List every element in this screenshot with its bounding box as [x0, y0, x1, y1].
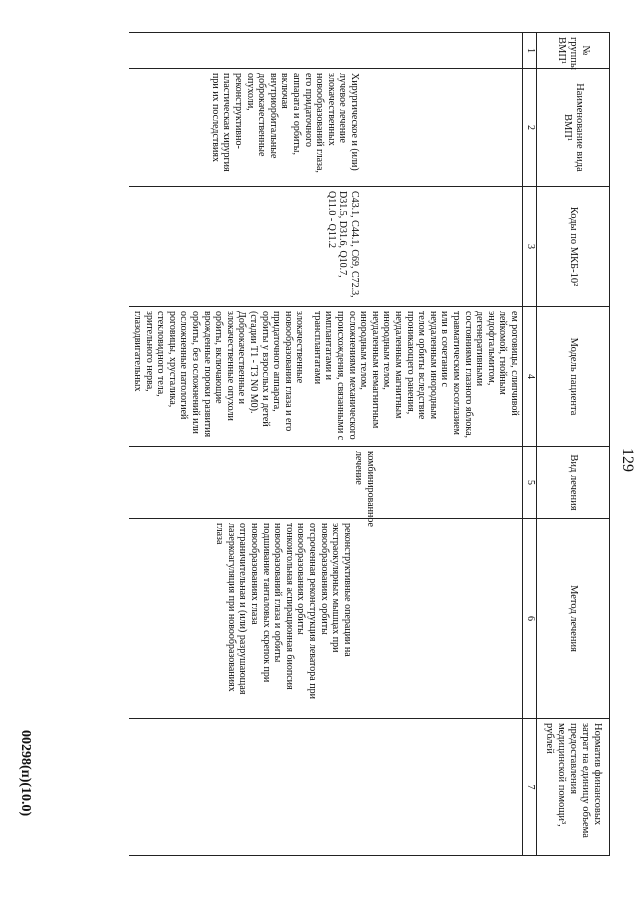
header-name: Наименование вида ВМП¹ [537, 69, 610, 187]
column-number: 3 [523, 187, 537, 307]
table-row [129, 33, 522, 856]
page-number: 129 [619, 448, 636, 472]
header-norm: Норматив финансовых затрат на единицу объема предоставления медицинской помощи³, рублей [537, 719, 610, 856]
column-number: 1 [523, 33, 537, 69]
model-continued: ем роговицы, слипчивой лейкомой, гнойным эндофтальмитом, дегенеративными состояниями глазного яблока, травматическим косоглазием или в сочетании с неудаленным инородным телом орбиты вследствие проникающего ранения, неудаленным магнитным инородным телом, неудаленным немагнитным инородным телом, осложнениями механического происхождения, связанными с имплантатами и трансплантатами [311, 311, 520, 441]
cell-methods [129, 519, 522, 719]
header-treatment: Вид лечения [537, 447, 610, 519]
cell-group [129, 33, 522, 69]
column-number: 4 [523, 307, 537, 447]
method-list: реконструктивные операции на экстраокулярных мышцах при новообразованиях орбиты отсроченная реконструкция леватора при новообразованиях орбиты тонкоигольная аспирационная биопсия новообразований глаза и орбиты подшивание танталовых скрепок при новообразованиях глаза отграничительная и (или) разрушающая лазеркоагуляция при новообразованиях глаза [214, 523, 353, 699]
column-number: 2 [523, 69, 537, 187]
cell-name [129, 69, 522, 187]
column-number: 5 [523, 447, 537, 519]
header-group: № группы ВМП¹ [537, 33, 610, 69]
cell-treatment [129, 447, 522, 527]
header-model: Модель пациента [537, 307, 610, 447]
column-number: 6 [523, 519, 537, 719]
icd-codes: С43.1, С44.1, С69, С72.3, D31.5, D31.6, Q10.7, Q11.0 - Q11.2 [325, 191, 360, 298]
cell-codes [129, 187, 522, 307]
treatment-type: комбинированное лечение [353, 451, 376, 527]
model-text: злокачественные новообразования глаза и его придаточного аппарата, орбиты у взрослых и детей (стадии Т1 - Т3 N0 M0). Доброкачественные и злокачественные опухоли орбиты, включающие врожденные пороки развития орбиты, без осложнений или осложненные патологией роговицы, хрусталика, стекловидного тела, зрительного нерва, глазодвигательных [132, 311, 306, 438]
header-method: Метод лечения [537, 519, 610, 719]
column-number-row [523, 33, 537, 856]
cell-norm [129, 719, 522, 856]
header-row [537, 33, 610, 856]
treatment-table [129, 32, 610, 856]
vmp-name: Хирургическое и (или) лучевое лечение злокачественных новообразований глаза, его придаточного аппарата и орбиты, включая внутриорбитальные доброкачественные опухоли, реконструктивно-пластическая хирургия при их последствиях [209, 73, 360, 173]
column-number: 7 [523, 719, 537, 856]
header-codes: Коды по МКБ-10² [537, 187, 610, 307]
document-code: 00298(п)(10.0) [18, 730, 33, 817]
cell-model [129, 307, 522, 447]
